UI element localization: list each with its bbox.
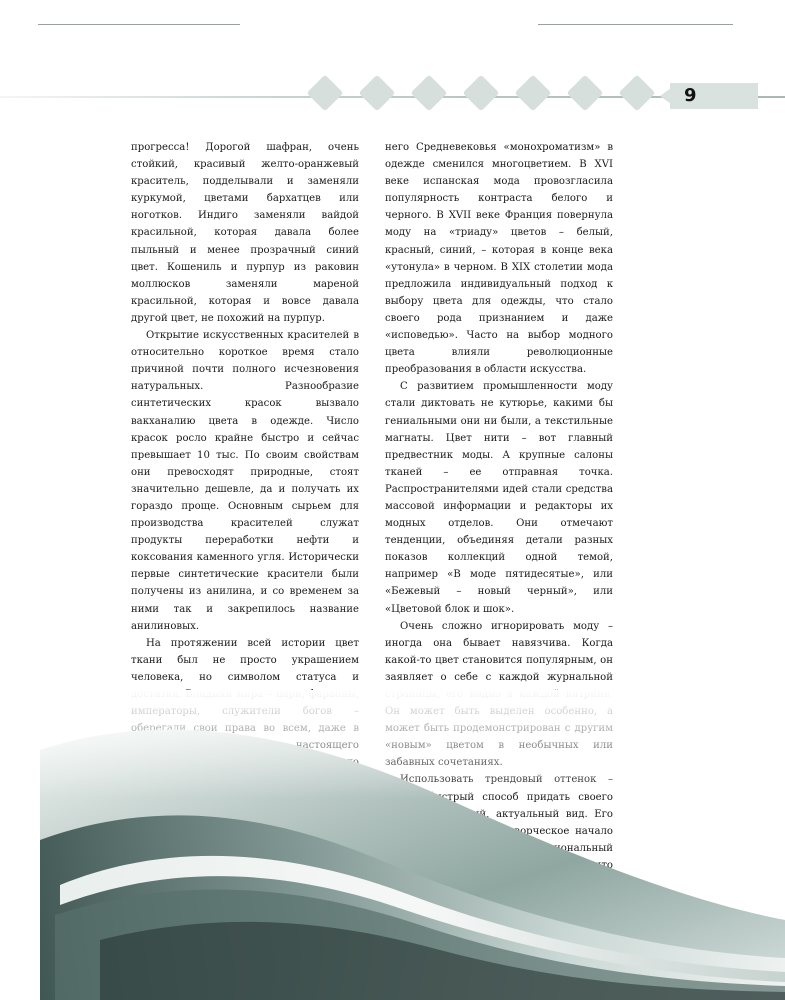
paragraph: прогресса! Дорогой шафран, очень стойкий, красивый желто-оранжевый краситель, подделывали и заменяли куркумой, цветами бархатцев или ноготков. Индиго заменяли вайдой красильной, которая давала более пыльный и менее прозрачный синий цвет. Кошениль и пурпур из раковин моллюсков заменяли мареной красильной, которая и вовсе давала другой цвет, не похожий на пурпур. — [131, 142, 359, 324]
paragraph: Открытие искусственных красителей в относительно короткое время стало причиной почти полного исчезновения натуральных. Разнообразие синтетических красок вызвало вакханалию цвета в одежде. Число красок росло крайне быстро и сейчас превышает 10 тыс. По своим свойствам они превосходят природные, стоят значительно дешевле, да и получать их гораздо проще. Основным сырьем для производства красителей служат продукты переработки нефти и коксования каменного угля. Исторически первые синтетические красители были получены из анилина, и со временем за ними так и закрепилось название анилиновых. — [131, 330, 359, 632]
header-diamond — [515, 75, 552, 112]
header-diamond — [307, 75, 344, 112]
paragraph: С развитием промышленности моду стали диктовать не кутюрье, какими бы гениальными они ни были, а текстильные магнаты. Цвет нити – вот главный предвестник моды. А крупные салоны тканей – ее отправная точка. Распространителями идей стали средства массовой информации и редакторы их модных отделов. Они отмечают тенденции, объединяя детали разных показов коллекций одной темой, например «В моде пятидесятые», или «Бежевый – новый черный», или «Цветовой блок и шок». — [385, 381, 613, 615]
header-diamond — [619, 75, 656, 112]
header-diamond — [411, 75, 448, 112]
header-diamond — [567, 75, 604, 112]
paragraph: На протяжении всей истории цвет ткани был не просто украшением человека, но символом статуса и — [131, 637, 359, 683]
top-right-rule — [538, 24, 733, 25]
top-left-rule — [38, 24, 240, 25]
header-diamond — [359, 75, 396, 112]
paragraph: него Средневековья «монохроматизм» в одежде сменился многоцветием. В XVI веке испанская мода провозгласила популярность контраста белого и черного. В XVII веке Франция повернула моду на «триаду» цветов – белый, красный, синий, – которая в конце века «утонула» в черном. В XIX столетии мода предложила индивидуальный подход к выбору цвета для одежды, что стало своего рода признанием и даже «исповедью». Часто на выбор модного цвета влияли революционные преобразования в области искусства. — [385, 142, 613, 376]
header-diamond — [463, 75, 500, 112]
paragraph: Очень сложно игнорировать моду – иногда она бывает навязчива. Когда какой-то цвет становится популярным, он заявляет о себе с каждой журнальной — [385, 620, 613, 683]
page-number: 9 — [684, 85, 697, 106]
open-book-illustration — [0, 690, 785, 1000]
